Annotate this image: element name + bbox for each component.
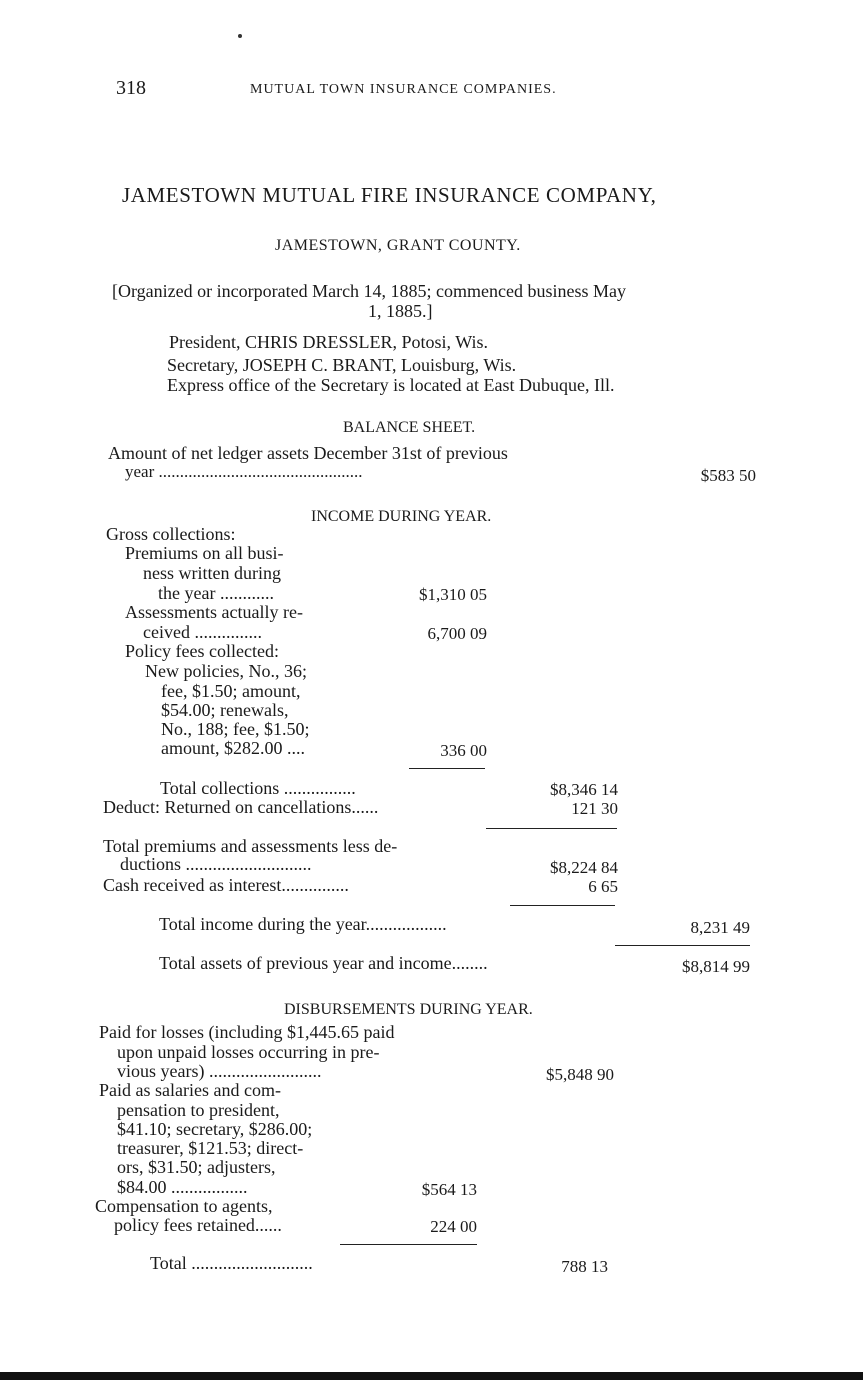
total-collections-label: Total collections ................ — [160, 778, 356, 798]
income-heading: INCOME DURING YEAR. — [311, 508, 492, 525]
net-assets-value: $583 50 — [700, 466, 756, 485]
total-assets-label: Total assets of previous year and income........ — [159, 953, 488, 973]
interest-label: Cash received as interest............... — [103, 875, 349, 895]
losses-label-1: Paid for losses (including $1,445.65 paid — [99, 1022, 395, 1042]
company-location: JAMESTOWN, GRANT COUNTY. — [275, 237, 521, 254]
new-policies-label-3: $54.00; renewals, — [161, 700, 289, 720]
new-policies-label-1: New policies, No., 36; — [145, 661, 307, 681]
salaries-value: $564 13 — [421, 1180, 477, 1199]
organized-line-2: 1, 1885.] — [368, 301, 433, 321]
secretary: Secretary, JOSEPH C. BRANT, Louisburg, Wis. — [167, 355, 517, 375]
total-value: 788 13 — [561, 1257, 608, 1276]
disbursements-heading: DISBURSEMENTS DURING YEAR. — [284, 1001, 533, 1018]
assessments-label-1: Assessments actually re- — [125, 602, 303, 622]
rule-income-subtotal — [409, 768, 485, 769]
running-title: MUTUAL TOWN INSURANCE COMPANIES. — [250, 82, 557, 97]
agents-value: 224 00 — [430, 1217, 477, 1236]
premiums-label-3: the year ............ — [158, 583, 274, 603]
rule-deduct — [486, 828, 617, 829]
agents-label-2: policy fees retained...... — [114, 1215, 282, 1235]
agents-label-1: Compensation to agents, — [95, 1196, 273, 1216]
total-income-value: 8,231 49 — [690, 918, 750, 937]
salaries-label-6: $84.00 ................. — [117, 1177, 248, 1197]
rule-total-income — [615, 945, 750, 946]
salaries-label-2: pensation to president, — [117, 1100, 280, 1120]
losses-value: $5,848 90 — [546, 1065, 614, 1084]
total-premiums-value: $8,224 84 — [550, 858, 618, 877]
assessments-value: 6,700 09 — [427, 624, 487, 643]
deduct-value: 121 30 — [571, 799, 618, 818]
new-policies-label-5: amount, $282.00 .... — [161, 738, 305, 758]
salaries-label-3: $41.10; secretary, $286.00; — [117, 1119, 313, 1139]
total-premiums-label-1: Total premiums and assessments less de- — [103, 836, 398, 856]
policy-fees-label: Policy fees collected: — [125, 641, 279, 661]
page-number: 318 — [116, 77, 146, 99]
salaries-label-5: ors, $31.50; adjusters, — [117, 1157, 276, 1177]
salaries-label-1: Paid as salaries and com- — [99, 1080, 281, 1100]
total-premiums-label-2: ductions ............................ — [120, 854, 312, 874]
new-policies-label-4: No., 188; fee, $1.50; — [161, 719, 310, 739]
gross-collections-label: Gross collections: — [106, 524, 236, 544]
assessments-label-2: ceived ............... — [143, 622, 262, 642]
scan-border — [0, 1372, 863, 1380]
total-assets-value: $8,814 99 — [682, 957, 750, 976]
company-name: JAMESTOWN MUTUAL FIRE INSURANCE COMPANY, — [122, 183, 657, 207]
president: President, CHRIS DRESSLER, Potosi, Wis. — [169, 332, 488, 352]
net-assets-label-1: Amount of net ledger assets December 31st of previous — [108, 443, 508, 463]
premiums-value: $1,310 05 — [419, 585, 487, 604]
policy-fees-value: 336 00 — [440, 741, 487, 760]
rule-disbursements — [340, 1244, 477, 1245]
premiums-label-1: Premiums on all busi- — [125, 543, 284, 563]
premiums-label-2: ness written during — [143, 563, 281, 583]
balance-sheet-heading: BALANCE SHEET. — [343, 419, 476, 436]
total-income-label: Total income during the year.................. — [159, 914, 447, 934]
new-policies-label-2: fee, $1.50; amount, — [161, 681, 301, 701]
organized-line-1: [Organized or incorporated March 14, 1885; commenced business May — [112, 281, 627, 301]
losses-label-3: vious years) ......................... — [117, 1061, 322, 1081]
deduct-label: Deduct: Returned on cancellations...... — [103, 797, 379, 817]
net-assets-label-2: year ................................................ — [125, 462, 363, 481]
express-office: Express office of the Secretary is located at East Dubuque, Ill. — [167, 375, 615, 395]
total-label: Total ........................... — [150, 1253, 313, 1273]
ink-speck — [238, 34, 242, 38]
interest-value: 6 65 — [588, 877, 618, 896]
total-collections-value: $8,346 14 — [550, 780, 618, 799]
salaries-label-4: treasurer, $121.53; direct- — [117, 1138, 304, 1158]
losses-label-2: upon unpaid losses occurring in pre- — [117, 1042, 380, 1062]
rule-interest — [510, 905, 615, 906]
